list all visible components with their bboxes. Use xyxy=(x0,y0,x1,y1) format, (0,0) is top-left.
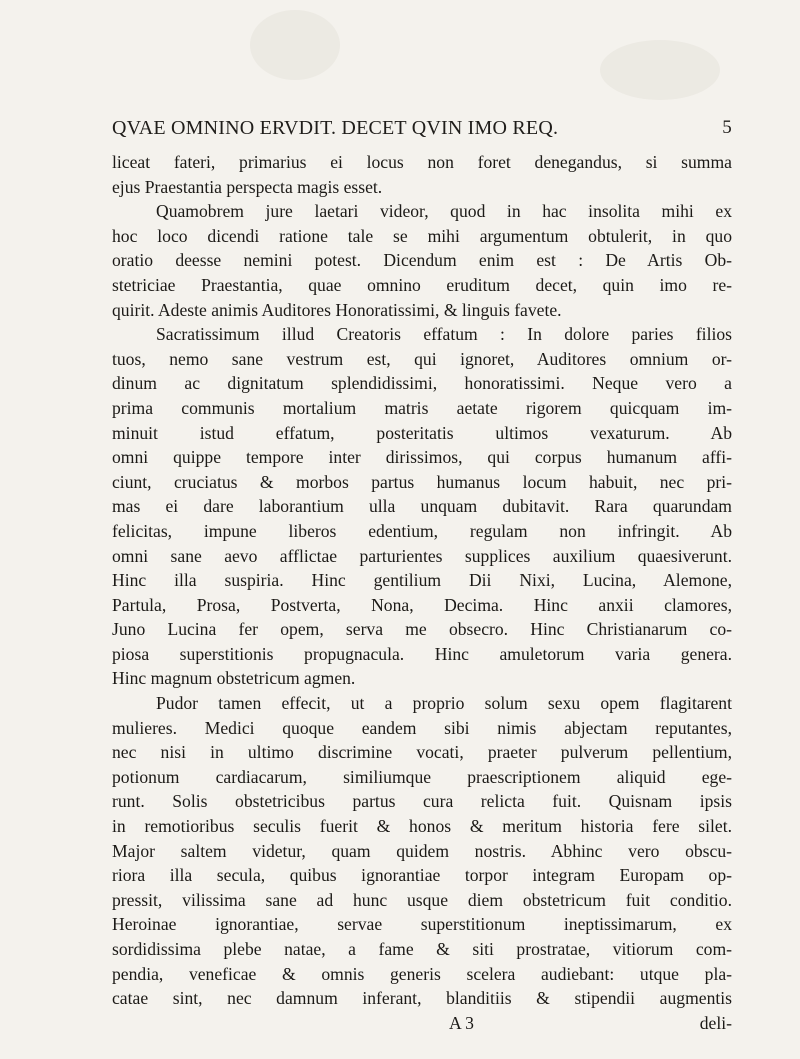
text-line: potionum cardiacarum, similiumque praescriptionem aliquid ege- xyxy=(112,766,732,787)
scan-stain xyxy=(250,10,340,80)
text-line: pendia, veneficae & omnis generis scelera audiebant: utque pla- xyxy=(112,963,732,984)
signature-line xyxy=(112,1011,732,1036)
text-line: stetriciae Praestantia, quae omnino eruditum decet, quin imo re- xyxy=(112,274,732,295)
text-line: Pudor tamen effecit, ut a proprio solum sexu opem flagitarent xyxy=(156,693,732,714)
text-line: dinum ac dignitatum splendidissimi, honoratissimi. Neque vero a xyxy=(112,373,732,394)
text-line: hoc loco dicendi ratione tale se mihi argumentum obtulerit, in quo xyxy=(112,225,732,246)
text-line: prima communis mortalium matris aetate rigorem quicquam im- xyxy=(112,397,732,418)
text-line: ciunt, cruciatus & morbos partus humanus locum habuit, nec pri- xyxy=(112,471,732,492)
text-line: in remotioribus seculis fuerit & honos & meritum historia fere silet. xyxy=(112,816,732,837)
text-line: quirit. Adeste animis Auditores Honoratissimi, & linguis favete. xyxy=(112,299,562,320)
text-line: liceat fateri, primarius ei locus non foret denegandus, si summa xyxy=(112,152,732,172)
text-line: Partula, Prosa, Postverta, Nona, Decima. Hinc anxii clamores, xyxy=(112,594,732,615)
text-line: omni quippe tempore inter dirissimos, qui corpus humanum affi- xyxy=(112,447,732,468)
text-line: sordidissima plebe natae, a fame & siti prostratae, vitiorum com- xyxy=(112,939,732,959)
text-line: Juno Lucina fer opem, serva me obsecro. Hinc Christianarum co- xyxy=(112,619,732,640)
text-line: minuit istud effatum, posteritatis ultimos vexaturum. Ab xyxy=(112,422,732,443)
text-line: omni sane aevo afflictae parturientes supplices auxilium quaesiverunt. xyxy=(112,545,732,566)
text-line: piosa superstitionis propugnacula. Hinc amuletorum varia genera. xyxy=(112,643,732,664)
scan-stain xyxy=(600,40,720,100)
text-line: pressit, vilissima sane ad hunc usque diem obstetricum fuit conditio. xyxy=(112,889,732,910)
text-line: Heroinae ignorantiae, servae superstitionum ineptissimarum, ex xyxy=(112,914,732,935)
text-line: ejus Praestantia perspecta magis esset. xyxy=(112,176,383,197)
text-line: oratio deesse nemini potest. Dicendum enim est : De Artis Ob- xyxy=(112,250,732,271)
text-line: tuos, nemo sane vestrum est, qui ignoret, Auditores omnium or- xyxy=(112,348,732,369)
text-line: catae sint, nec damnum inferant, blanditiis & stipendii augmentis xyxy=(112,988,732,1009)
text-line: mas ei dare laborantium ulla unquam dubitavit. Rara quarundam xyxy=(112,496,732,517)
signature-mark: A 3 xyxy=(449,1012,474,1033)
text-line: Major saltem videtur, quam quidem nostris. Abhinc vero obscu- xyxy=(112,840,732,861)
page-number: 5 xyxy=(722,117,732,138)
catchword: deli- xyxy=(699,1012,732,1033)
text-line: Quamobrem jure laetari videor, quod in hac insolita mihi ex xyxy=(156,201,732,222)
text-line: Hinc illa suspiria. Hinc gentilium Dii Nixi, Lucina, Alemone, xyxy=(112,570,732,591)
running-head-title: QVAE OMNINO ERVDIT. DECET QVIN IMO REQ. xyxy=(112,117,559,139)
running-head xyxy=(112,117,732,140)
text-line: Sacratissimum illud Creatoris effatum : In dolore paries filios xyxy=(156,324,732,345)
text-line: runt. Solis obstetricibus partus cura relicta fuit. Quisnam ipsis xyxy=(112,791,732,812)
text-line: riora illa secula, quibus ignorantiae torpor integram Europam op- xyxy=(112,865,732,886)
text-line: felicitas, impune liberos edentium, regulam non infringit. Ab xyxy=(112,520,732,541)
text-line: mulieres. Medici quoque eandem sibi nimis abjectam reputantes, xyxy=(112,717,732,738)
body-text xyxy=(112,150,732,1035)
text-line: nec nisi in ultimo discrimine vocati, praeter pulverum pellentium, xyxy=(112,742,732,763)
text-line: Hinc magnum obstetricum agmen. xyxy=(112,668,356,689)
